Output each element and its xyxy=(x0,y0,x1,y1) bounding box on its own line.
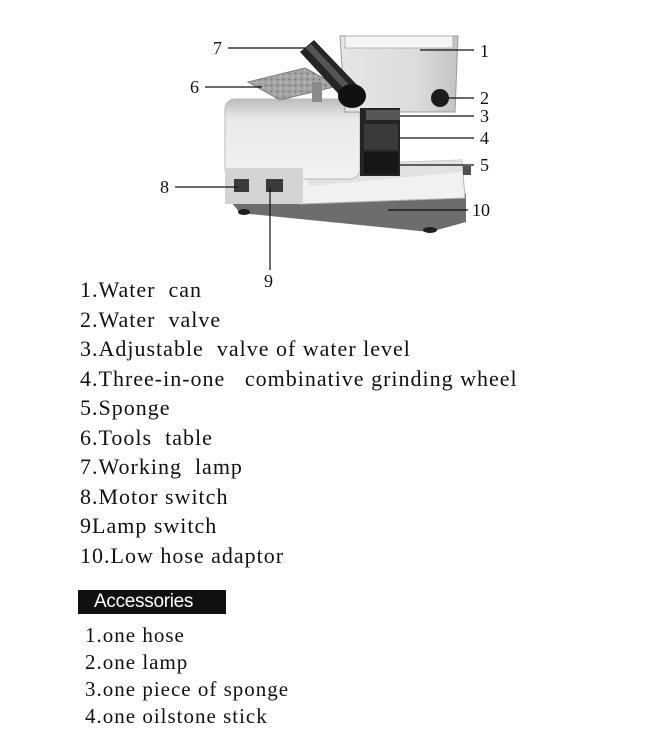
part-item: 8.Motor switch xyxy=(80,483,229,509)
accessory-item: 3.one piece of sponge xyxy=(85,677,290,701)
callout-7: 7 xyxy=(213,38,222,58)
callout-8: 8 xyxy=(160,177,169,197)
accessories-list xyxy=(85,622,485,730)
callout-10: 10 xyxy=(472,200,490,220)
part-item: 6.Tools table xyxy=(80,424,213,450)
parts-list xyxy=(80,275,640,570)
callout-2: 2 xyxy=(480,88,489,108)
machine-housing xyxy=(225,99,360,179)
machine-diagram xyxy=(0,0,650,300)
callout-9: 9 xyxy=(264,271,273,291)
callout-1: 1 xyxy=(480,41,489,61)
lamp-switch xyxy=(266,179,283,192)
sponge xyxy=(364,152,398,174)
water-valve-knob xyxy=(431,89,449,107)
callout-5: 5 xyxy=(480,155,489,175)
accessory-item: 4.one oilstone stick xyxy=(85,704,268,728)
grinding-wheel xyxy=(364,124,398,150)
accessories-heading: Accessories xyxy=(78,590,226,614)
motor-switch xyxy=(234,179,249,192)
water-can-opening xyxy=(345,36,453,48)
machine-foot xyxy=(238,209,250,215)
part-item: 5.Sponge xyxy=(80,395,171,420)
part-item: 7.Working lamp xyxy=(80,454,243,479)
low-hose-adaptor xyxy=(463,166,471,175)
part-item: 4.Three-in-one combinative grinding wheel xyxy=(80,365,518,391)
callout-3: 3 xyxy=(480,106,489,126)
part-item: 1.Water can xyxy=(80,277,202,302)
part-item: 9Lamp switch xyxy=(80,513,218,538)
callout-6: 6 xyxy=(190,77,199,97)
callout-4: 4 xyxy=(480,128,489,148)
accessory-item: 2.one lamp xyxy=(85,650,189,674)
working-lamp-head xyxy=(338,84,366,108)
accessory-item: 1.one hose xyxy=(85,623,185,647)
part-item: 10.Low hose adaptor xyxy=(80,542,285,568)
part-item: 2.Water valve xyxy=(80,306,222,332)
lamp-mount xyxy=(312,82,322,102)
part-item: 3.Adjustable valve of water level xyxy=(80,336,411,361)
adjustable-valve xyxy=(366,110,400,120)
machine-foot xyxy=(423,227,437,233)
